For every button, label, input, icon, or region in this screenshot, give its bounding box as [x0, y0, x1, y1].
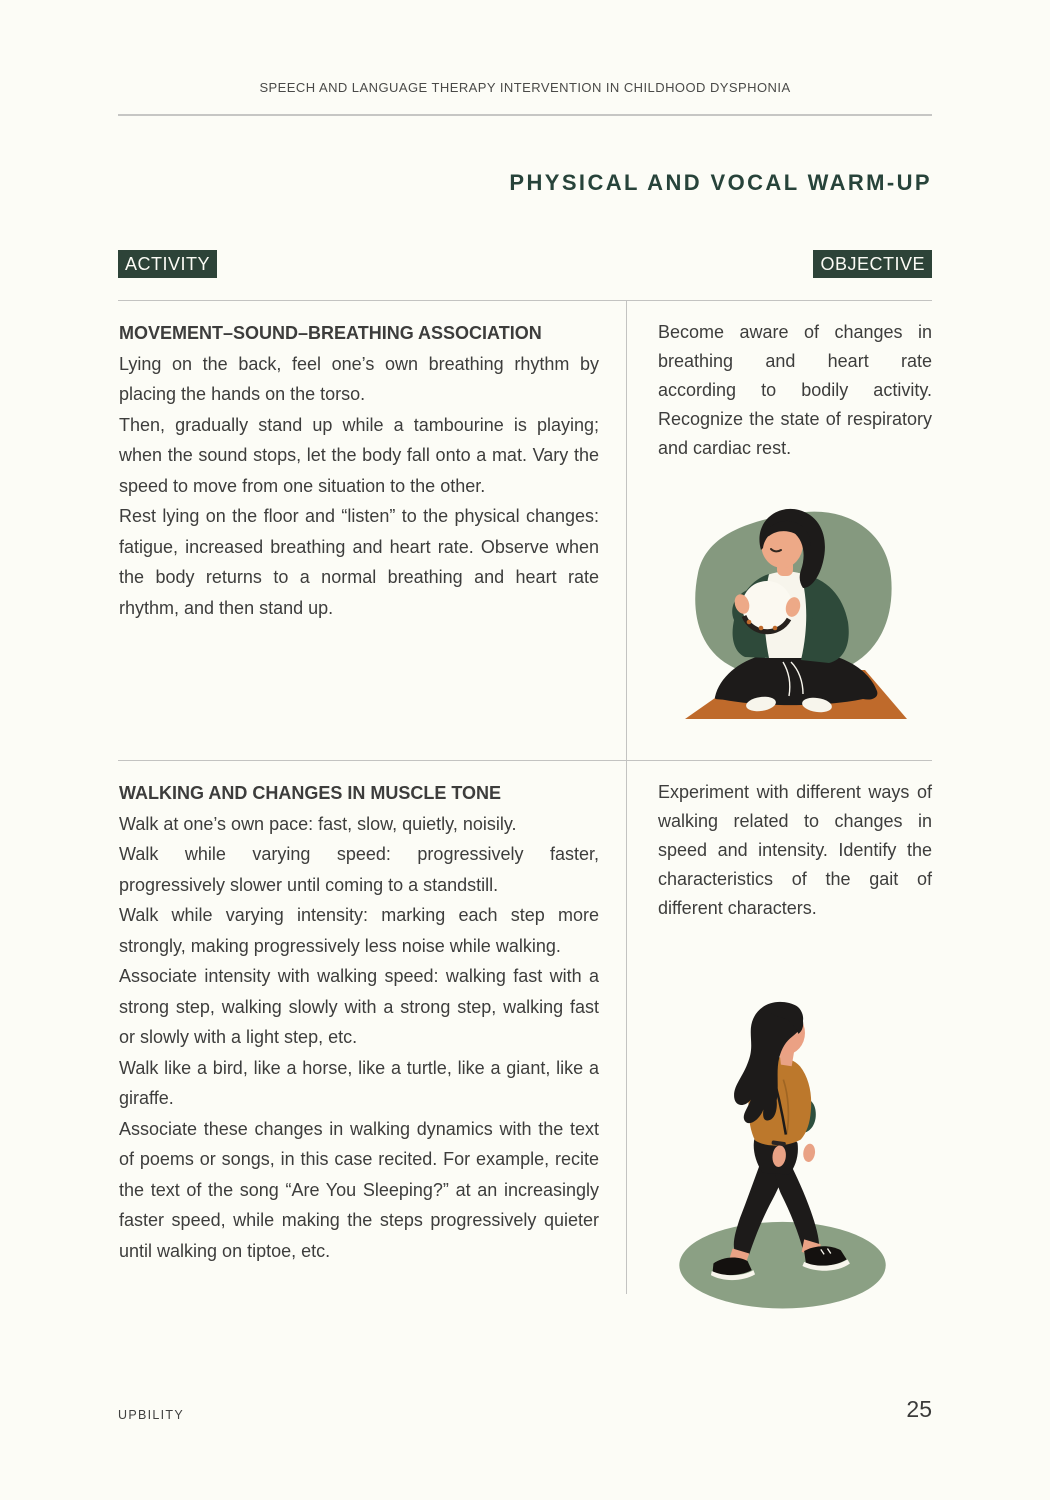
- activity-paragraph: Rest lying on the floor and “listen” to the physical changes: fatigue, increased breathing and heart rate. Observe when the body returns to a normal breathing and heart rate rhythm, and then stand up.: [119, 506, 599, 618]
- activity-paragraph: Associate intensity with walking speed: walking fast with a strong step, walking slowly with a strong step, walking fast or slowly with a light step, etc.: [119, 966, 599, 1047]
- activity-paragraph: Lying on the back, feel one’s own breathing rhythm by placing the hands on the torso.: [119, 353, 599, 404]
- ground-ellipse: [679, 1222, 885, 1309]
- activity-table: [118, 300, 932, 1369]
- activity-paragraph: Walk at one’s own pace: fast, slow, quietly, noisily.: [119, 813, 517, 834]
- activity-heading: MOVEMENT–SOUND–BREATHING ASSOCIATION: [119, 323, 542, 343]
- activity-heading: WALKING AND CHANGES IN MUSCLE TONE: [119, 783, 502, 803]
- table-row: [118, 761, 932, 1369]
- objective-text: Experiment with different ways of walking related to changes in speed and intensity. Identify the characteristics of the gait of different characters.: [658, 782, 932, 918]
- tambourine-jingle: [773, 626, 778, 631]
- running-header: SPEECH AND LANGUAGE THERAPY INTERVENTION IN CHILDHOOD DYSPHONIA: [259, 80, 791, 95]
- page-number: 25: [906, 1396, 932, 1422]
- sitting-tambourine-illustration: [679, 500, 911, 725]
- page-title: PHYSICAL AND VOCAL WARM-UP: [509, 170, 932, 195]
- activity-label: ACTIVITY: [118, 250, 217, 278]
- header-divider: [118, 114, 932, 116]
- activity-cell: [118, 301, 626, 760]
- objective-label: OBJECTIVE: [813, 250, 932, 278]
- activity-cell: [118, 761, 626, 1369]
- far-hand: [802, 1143, 816, 1163]
- objective-cell: [626, 301, 932, 760]
- activity-paragraph: Walk while varying speed: progressively faster, progressively slower until coming to a standstill.: [119, 844, 599, 895]
- objective-text: Become aware of changes in breathing and heart rate according to bodily activity. Recognize the state of respiratory and cardiac rest.: [658, 322, 932, 458]
- activity-paragraph: Walk while varying intensity: marking each step more strongly, making progressively less noise while walking.: [119, 905, 599, 956]
- tambourine-jingle: [747, 620, 752, 625]
- walking-woman-illustration: [666, 961, 924, 1343]
- activity-paragraph: Walk like a bird, like a horse, like a turtle, like a giant, like a giraffe.: [119, 1057, 599, 1108]
- footer-brand: UPBILITY: [118, 1408, 184, 1422]
- table-row: [118, 301, 932, 761]
- column-labels: [118, 250, 932, 278]
- tambourine-jingle: [759, 626, 764, 631]
- activity-paragraph: Associate these changes in walking dynamics with the text of poems or songs, in this case recited. For example, recite the text of the song “Are You Sleeping?” at an increasingly faster speed, while making the steps progressively quieter until walking on tiptoe, etc.: [119, 1118, 599, 1261]
- activity-paragraph: Then, gradually stand up while a tambourine is playing; when the sound stops, let the body fall onto a mat. Vary the speed to move from one situation to the other.: [119, 414, 599, 496]
- objective-cell: [626, 761, 932, 1369]
